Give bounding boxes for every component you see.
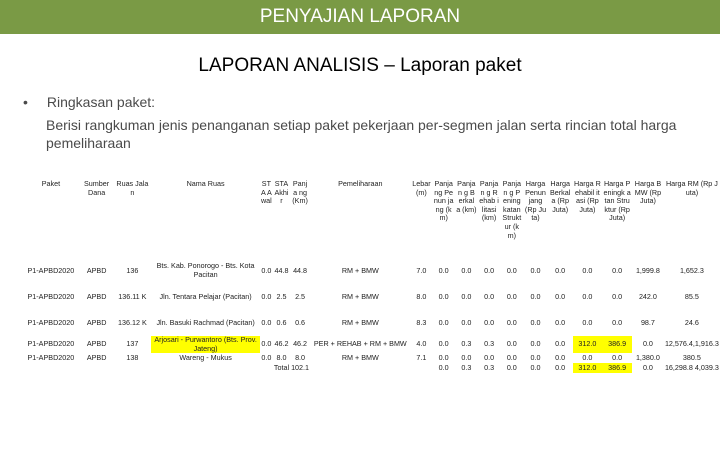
table-cell: PER + REHAB + RM + BMW [313, 339, 407, 349]
table-cell: 0.0 [582, 265, 593, 275]
table-row [22, 336, 720, 353]
table-cell: 0.0 [438, 291, 449, 301]
table-cell: P1-APBD2020 [27, 353, 75, 362]
table-cell: 0.0 [530, 339, 541, 349]
total-label: Total [273, 363, 290, 372]
col-header: Ruas Jalan [116, 180, 149, 197]
table-cell: 0.0 [530, 317, 541, 327]
table-cell: 8.0 [295, 353, 306, 362]
table-cell: 4.0 [416, 339, 427, 349]
total-cell: 0.0 [555, 363, 566, 372]
col-header: Pemeliharaan [338, 180, 383, 188]
table-cell: Bts. Kab. Ponorogo - Bts. Kota Pacitan [156, 261, 255, 279]
table-cell: 0.0 [555, 353, 566, 362]
table-cell: Wareng - Mukus [179, 353, 232, 362]
table-cell: 137 [126, 339, 139, 349]
table-cell: 0.6 [276, 317, 287, 327]
table-cell: 0.0 [555, 339, 566, 349]
table-cell: 0.0 [261, 317, 272, 327]
col-header: Panjan g Pening katan Strukt ur (km) [502, 180, 522, 240]
total-cell [664, 363, 720, 373]
table-cell: 0.0 [506, 291, 517, 301]
table-cell: 44.8 [293, 265, 308, 275]
table-cell: 0.0 [555, 317, 566, 327]
table-cell: 0.0 [438, 353, 449, 362]
table-cell: RM + BMW [341, 353, 379, 362]
table-header-row [22, 180, 720, 258]
table-cell: 85.5 [684, 291, 699, 301]
total-cell: 0.0 [642, 363, 653, 372]
col-header: Panjan g Berkal a (km) [456, 180, 477, 214]
header-bar [0, 0, 720, 34]
col-header: Lebar (m) [412, 180, 431, 197]
table-cell: RM + BMW [341, 317, 379, 327]
col-header: Harga Berkal a (Rp Juta) [549, 180, 571, 214]
table-cell: 0.0 [555, 291, 566, 301]
table-cell: 8.3 [416, 317, 427, 327]
col-header: Harga Rehabil itasi (Rp Juta) [574, 180, 601, 214]
table-cell: 0.0 [612, 353, 623, 362]
table-cell: 1,652.3 [679, 265, 704, 275]
col-header: Panja ng Penun jang (km) [433, 180, 454, 223]
table-cell: 2.5 [295, 291, 306, 301]
table-cell: 0.0 [484, 353, 495, 362]
table-cell: 24.6 [684, 317, 699, 327]
header-title: PENYAJIAN LAPORAN [259, 6, 461, 27]
table-cell: 44.8 [274, 265, 289, 275]
table-cell: APBD [86, 339, 107, 349]
table-row [22, 258, 720, 284]
table-cell: 0.0 [612, 317, 623, 327]
table-cell: 0.0 [612, 291, 623, 301]
table-row [22, 310, 720, 336]
table-cell: 0.0 [261, 291, 272, 301]
slide-title: LAPORAN ANALISIS – Laporan paket [198, 55, 522, 76]
table-cell: Jln. Tentara Pelajar (Pacitan) [159, 291, 252, 301]
cell-value: 4,039.3 [694, 363, 719, 372]
table-row [22, 353, 720, 363]
col-header: Panja ng (Km) [292, 180, 308, 206]
table-cell: 0.0 [642, 339, 653, 349]
table-cell: 0.0 [484, 291, 495, 301]
table-cell-highlighted: 312.0 [573, 336, 603, 353]
table-cell: P1-APBD2020 [27, 339, 75, 349]
table-cell: 46.2 [293, 339, 308, 349]
col-header: Panjan g Rehab ilitasi (km) [479, 180, 499, 223]
table-cell: 0.0 [506, 265, 517, 275]
table-total-row [22, 363, 720, 373]
table-cell: APBD [86, 265, 107, 275]
table-cell: 1,999.8 [635, 265, 660, 275]
table-cell-highlighted: 386.9 [602, 336, 632, 353]
table-cell: 0.0 [461, 265, 472, 275]
table-cell: APBD [86, 353, 107, 362]
table-cell: 8.0 [276, 353, 287, 362]
table-cell: 0.0 [506, 353, 517, 362]
table-cell: RM + BMW [341, 265, 379, 275]
table-cell: 0.0 [612, 265, 623, 275]
total-cell: 386.9 [602, 363, 632, 373]
table-cell: 98.7 [640, 317, 655, 327]
table-cell: 0.0 [530, 291, 541, 301]
table-cell: 0.0 [461, 317, 472, 327]
table-cell: 0.0 [438, 317, 449, 327]
package-table [22, 180, 720, 373]
table-cell: 0.0 [484, 265, 495, 275]
table-cell: 0.0 [461, 353, 472, 362]
table-cell: APBD [86, 317, 107, 327]
table-cell: 0.0 [582, 291, 593, 301]
col-header: Harga RM (Rp Juta) [665, 180, 718, 197]
table-cell: 12,576.4,1,916.3 [664, 339, 719, 349]
table-cell: 0.0 [582, 317, 593, 327]
table-cell: 7.1 [416, 353, 427, 362]
table-cell: 0.6 [295, 317, 306, 327]
table-cell: RM + BMW [341, 291, 379, 301]
col-header: Harga BMW (Rp Juta) [634, 180, 662, 206]
table-cell: 0.0 [530, 265, 541, 275]
col-header: STA Akhir [274, 180, 289, 206]
total-cell: 312.0 [573, 363, 603, 373]
table-cell: 0.0 [438, 339, 449, 349]
bullet-item [23, 94, 155, 110]
table-cell: 380.5 [682, 353, 701, 362]
col-header: Paket [41, 180, 61, 188]
total-cell: 0.0 [438, 363, 449, 372]
col-header: Nama Ruas [186, 180, 225, 188]
table-cell: 46.2 [274, 339, 289, 349]
col-header: Harga Peningk atan Struktur (Rp Juta) [603, 180, 631, 223]
table-cell: 0.0 [506, 317, 517, 327]
total-cell: 0.3 [484, 363, 495, 372]
col-header: STA Awal [260, 180, 272, 206]
cell-value: 16,298.8 [664, 363, 693, 372]
table-cell: 242.0 [638, 291, 657, 301]
table-cell: 7.0 [416, 265, 427, 275]
table-cell: 0.0 [530, 353, 541, 362]
bullet-text: Ringkasan paket: [46, 94, 156, 110]
table-cell: 0.3 [484, 339, 495, 349]
table-cell: 0.3 [461, 339, 472, 349]
table-cell: 138 [126, 353, 139, 362]
table-cell: 8.0 [416, 291, 427, 301]
table-cell: P1-APBD2020 [27, 291, 75, 301]
table-cell: 0.0 [461, 291, 472, 301]
cell-value: 1,916.3 [694, 339, 719, 349]
table-cell: 0.0 [484, 317, 495, 327]
description-text: Berisi rangkuman jenis penanganan setiap paket pekerjaan per-segmen jalan serta rincian total harga pemeliharaan [46, 117, 677, 151]
table-cell: P1-APBD2020 [27, 265, 75, 275]
table-cell: 0.0 [582, 353, 593, 362]
table-cell: 136 [126, 265, 139, 275]
table-cell: 0.0 [438, 265, 449, 275]
table-cell: APBD [86, 291, 107, 301]
col-header: Harga Penun jang (Rp Juta) [524, 180, 547, 223]
table-cell: 0.0 [261, 339, 272, 349]
table-cell: 0.0 [261, 353, 272, 362]
table-cell: Jln. Basuki Rachmad (Pacitan) [156, 317, 255, 327]
table-cell: 0.0 [261, 265, 272, 275]
bullet-marker: • [23, 94, 28, 110]
total-cell: 0.3 [461, 363, 472, 372]
table-cell: 0.0 [555, 265, 566, 275]
table-cell: 136.12 K [117, 317, 147, 327]
total-cell: 0.0 [506, 363, 517, 372]
table-cell-highlighted: Arjosari - Purwantoro (Bts. Prov. Jateng) [151, 336, 260, 353]
table-cell: 0.0 [506, 339, 517, 349]
table-cell: P1-APBD2020 [27, 317, 75, 327]
total-km: 102.1 [291, 363, 310, 372]
col-header: Sumber Dana [84, 180, 110, 197]
table-cell: 2.5 [276, 291, 287, 301]
total-cell: 0.0 [530, 363, 541, 372]
table-cell: 136.11 K [118, 291, 147, 301]
table-row [22, 284, 720, 310]
cell-value: 12,576.4 [664, 339, 693, 349]
table-cell: 1,380.0 [635, 353, 660, 362]
